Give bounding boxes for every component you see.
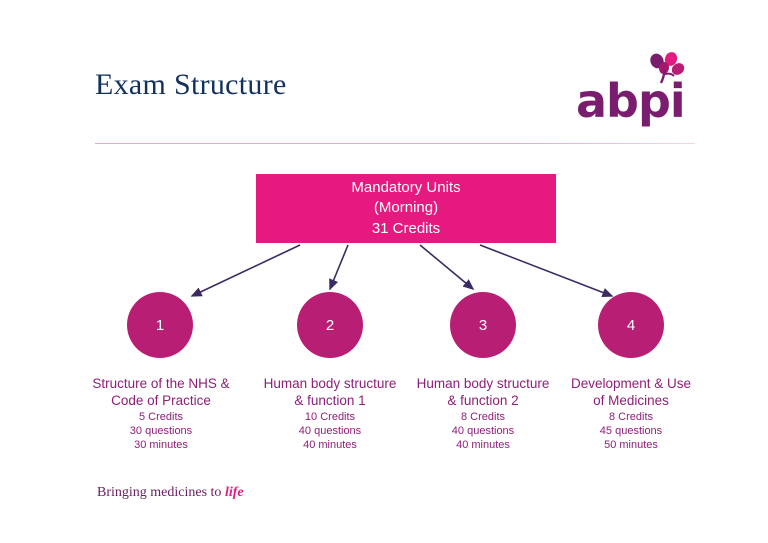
unit-4-title-line-1: Development & Use xyxy=(570,376,692,391)
unit-1-credits: 5 Credits xyxy=(138,410,184,423)
unit-circle-4 xyxy=(598,292,664,358)
title-divider xyxy=(95,143,695,144)
abpi-wordmark: abpi xyxy=(576,74,685,128)
unit-caption-3 xyxy=(403,376,563,453)
mandatory-units-line-1: Mandatory Units xyxy=(351,179,461,197)
mandatory-units-line-3: 31 Credits xyxy=(371,219,441,237)
mandatory-units-box xyxy=(256,174,556,243)
unit-circle-3 xyxy=(450,292,516,358)
unit-3-minutes: 40 minutes xyxy=(456,439,510,452)
unit-2-minutes: 40 minutes xyxy=(303,439,357,452)
unit-caption-1 xyxy=(75,376,247,453)
footer-tagline-accent: life xyxy=(224,485,244,500)
unit-2-title-line-2: & function 1 xyxy=(294,392,366,408)
unit-3-credits: 8 Credits xyxy=(460,410,506,423)
unit-circle-1-number: 1 xyxy=(155,316,165,334)
footer-tagline-prefix: Bringing medicines to xyxy=(97,485,225,500)
unit-circle-2-number: 2 xyxy=(325,316,335,334)
unit-1-title-line-2: Code of Practice xyxy=(111,392,211,408)
unit-4-credits: 8 Credits xyxy=(608,410,654,423)
footer-tagline xyxy=(97,485,244,501)
unit-circle-3-number: 3 xyxy=(478,316,488,334)
unit-circle-4-number: 4 xyxy=(626,316,636,334)
page-title: Exam Structure xyxy=(95,68,287,101)
unit-3-title-line-1: Human body structure xyxy=(416,376,550,391)
unit-3-questions: 40 questions xyxy=(451,425,515,438)
unit-2-questions: 40 questions xyxy=(298,425,362,438)
unit-4-questions: 45 questions xyxy=(599,425,663,438)
unit-4-title-line-2: of Medicines xyxy=(593,392,669,408)
mandatory-units-line-2: (Morning) xyxy=(373,199,439,217)
unit-circle-1 xyxy=(127,292,193,358)
unit-caption-4 xyxy=(555,376,707,453)
unit-1-title-line-1: Structure of the NHS & xyxy=(92,376,230,391)
unit-2-credits: 10 Credits xyxy=(304,410,356,423)
unit-1-minutes: 30 minutes xyxy=(134,439,188,452)
abpi-logo xyxy=(576,52,696,132)
unit-3-title-line-2: & function 2 xyxy=(447,392,519,408)
unit-circle-2 xyxy=(297,292,363,358)
unit-2-title-line-1: Human body structure xyxy=(263,376,397,391)
unit-1-questions: 30 questions xyxy=(129,425,193,438)
unit-4-minutes: 50 minutes xyxy=(604,439,658,452)
unit-caption-2 xyxy=(250,376,410,453)
